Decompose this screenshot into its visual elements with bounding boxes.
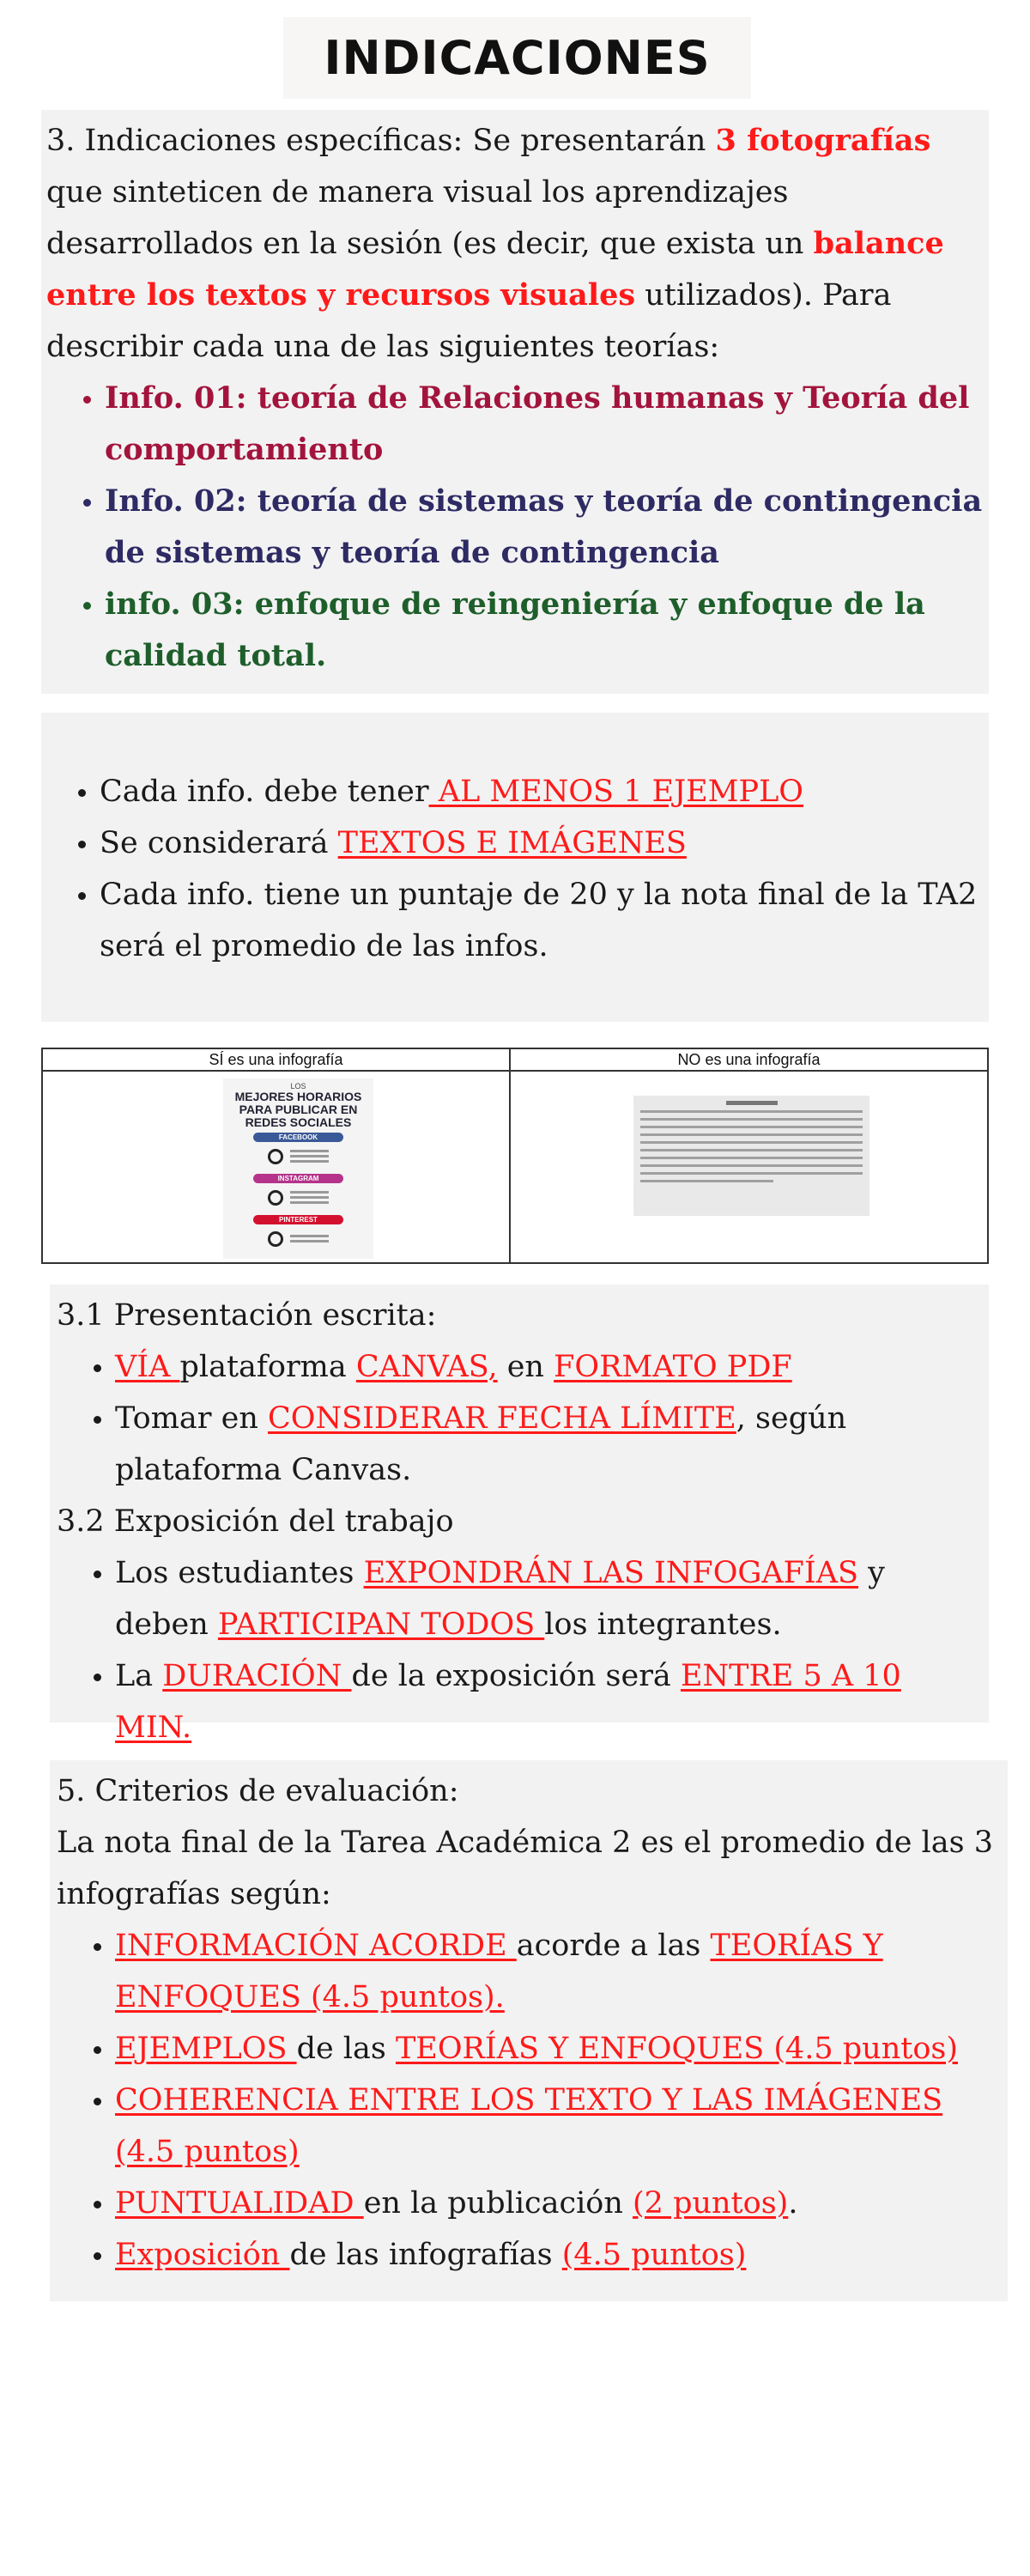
highlight: PARTICIPAN TODOS bbox=[217, 1607, 545, 1642]
no-header: NO es una infografía bbox=[511, 1049, 987, 1072]
highlight: EJEMPLOS bbox=[115, 2032, 297, 2066]
infographic-row bbox=[223, 1142, 373, 1170]
text: de las bbox=[296, 2032, 396, 2066]
list-item bbox=[115, 1341, 982, 1393]
text: los integrantes. bbox=[544, 1607, 782, 1642]
no-example-cell bbox=[511, 1072, 987, 1262]
list-item bbox=[115, 1920, 1001, 2023]
highlight: TEORÍAS Y ENFOQUES (4.5 puntos) bbox=[395, 2032, 959, 2066]
highlight: CANVAS, bbox=[355, 1350, 498, 1384]
clock-icon bbox=[268, 1190, 283, 1206]
highlight: (2 puntos) bbox=[633, 2186, 789, 2221]
list-item bbox=[100, 817, 989, 869]
section-3-box bbox=[41, 110, 989, 694]
highlight-balance: balance entre los textos y recursos visuales bbox=[46, 226, 944, 313]
highlight: AL MENOS 1 EJEMPLO bbox=[428, 775, 804, 809]
list-item bbox=[115, 2023, 1001, 2075]
highlight: TEXTOS E IMÁGENES bbox=[337, 826, 687, 860]
section-3-2-heading: 3.2 Exposición del trabajo bbox=[57, 1504, 454, 1539]
list-item bbox=[115, 2178, 1001, 2229]
list-item: • Cada info. tiene un puntaje de 20 y la nota final de la TA2 será el promedio de las infos. bbox=[100, 869, 989, 972]
requirements-list bbox=[41, 766, 989, 972]
text: , según plataforma Canvas. bbox=[115, 1401, 847, 1487]
section-5-intro: La nota final de la Tarea Académica 2 es el promedio de las 3 infografías según: bbox=[57, 1826, 993, 1911]
pinterest-bar: PINTEREST bbox=[253, 1215, 343, 1224]
infographic-row bbox=[223, 1224, 373, 1253]
facebook-bar: FACEBOOK bbox=[253, 1133, 343, 1142]
highlight: INFORMACIÓN ACORDE bbox=[115, 1929, 517, 1963]
list-item bbox=[115, 1547, 982, 1650]
highlight: VÍA bbox=[115, 1350, 180, 1384]
text: en la publicación bbox=[363, 2186, 633, 2221]
section-3-1-list bbox=[57, 1341, 982, 1496]
instagram-bar: INSTAGRAM bbox=[253, 1174, 343, 1183]
section-3-1-heading: 3.1 Presentación escrita: bbox=[57, 1298, 437, 1333]
page-title: INDICACIONES bbox=[324, 31, 711, 85]
text: Se considerará bbox=[100, 826, 338, 860]
highlight: (4.5 puntos) bbox=[561, 2238, 747, 2272]
text: plataforma bbox=[179, 1350, 356, 1384]
infographic-title: MEJORES HORARIOS PARA PUBLICAR EN REDES SOCIALES bbox=[234, 1090, 362, 1129]
highlight: PUNTUALIDAD bbox=[115, 2186, 364, 2221]
yes-header: SÍ es una infografía bbox=[43, 1049, 511, 1072]
requirements-box bbox=[41, 713, 989, 1022]
infographic-comparison-table bbox=[41, 1048, 989, 1264]
text: 3. Indicaciones específicas: Se presentarán bbox=[46, 124, 716, 158]
theory-list bbox=[46, 373, 984, 682]
text: acorde a las bbox=[516, 1929, 711, 1963]
list-item bbox=[100, 766, 989, 817]
section-3-1-3-2-box bbox=[50, 1285, 989, 1745]
highlight: Exposición bbox=[115, 2238, 290, 2272]
highlight: TEORÍAS Y ENFOQUES (4.5 puntos). bbox=[115, 1929, 883, 2014]
section-3-paragraph bbox=[46, 115, 984, 373]
list-item-info-03: • info. 03: enfoque de reingeniería y enfoque de la calidad total. bbox=[105, 579, 984, 682]
section-5-heading: 5. Criterios de evaluación: bbox=[57, 1774, 459, 1808]
text: en bbox=[497, 1350, 554, 1384]
highlight: CONSIDERAR FECHA LÍMITE bbox=[268, 1401, 736, 1436]
text: de las infografías bbox=[289, 2238, 562, 2272]
list-item bbox=[115, 1393, 982, 1496]
section-5-box bbox=[50, 1760, 1008, 2301]
text: Los estudiantes bbox=[115, 1556, 364, 1590]
clock-icon bbox=[268, 1149, 283, 1164]
list-item bbox=[115, 2075, 1001, 2178]
text: de la exposición será bbox=[351, 1659, 681, 1693]
infographic-small-text: LOS bbox=[290, 1082, 306, 1091]
highlight: FORMATO PDF bbox=[554, 1350, 792, 1384]
infographic-row bbox=[223, 1183, 373, 1212]
highlight: ENTRE 5 A 10 MIN. bbox=[115, 1659, 901, 1745]
text: Tomar en bbox=[115, 1401, 268, 1436]
text: y deben bbox=[115, 1556, 885, 1642]
highlight-photos: 3 fotografías bbox=[715, 123, 931, 158]
text: . bbox=[788, 2186, 798, 2221]
text-document-example-image bbox=[633, 1096, 869, 1216]
text: Cada info. debe tener bbox=[100, 775, 429, 809]
clock-icon bbox=[268, 1231, 283, 1247]
list-item-info-02: • Info. 02: teoría de sistemas y teoría de contingencia de sistemas y teoría de contingencia bbox=[105, 476, 984, 579]
text: que sinteticen de manera visual los aprendizajes desarrollados en la sesión (es decir, que exista un bbox=[46, 175, 814, 261]
highlight: DURACIÓN bbox=[162, 1659, 352, 1693]
text: utilizados). Para describir cada una de las siguientes teorías: bbox=[46, 278, 892, 364]
list-item bbox=[115, 1650, 982, 1753]
section-3-2-list bbox=[57, 1547, 982, 1753]
text: La bbox=[115, 1659, 163, 1693]
title-banner bbox=[283, 17, 751, 99]
list-item bbox=[115, 2229, 1001, 2281]
highlight: COHERENCIA ENTRE LOS TEXTO Y LAS IMÁGENES (4.5 puntos) bbox=[115, 2083, 943, 2169]
list-item-info-01: • Info. 01: teoría de Relaciones humanas y Teoría del comportamiento bbox=[105, 373, 984, 476]
criteria-list bbox=[57, 1920, 1001, 2281]
yes-example-cell bbox=[43, 1072, 511, 1262]
highlight: EXPONDRÁN LAS INFOGAFÍAS bbox=[363, 1556, 858, 1590]
infographic-example-image bbox=[223, 1078, 373, 1259]
